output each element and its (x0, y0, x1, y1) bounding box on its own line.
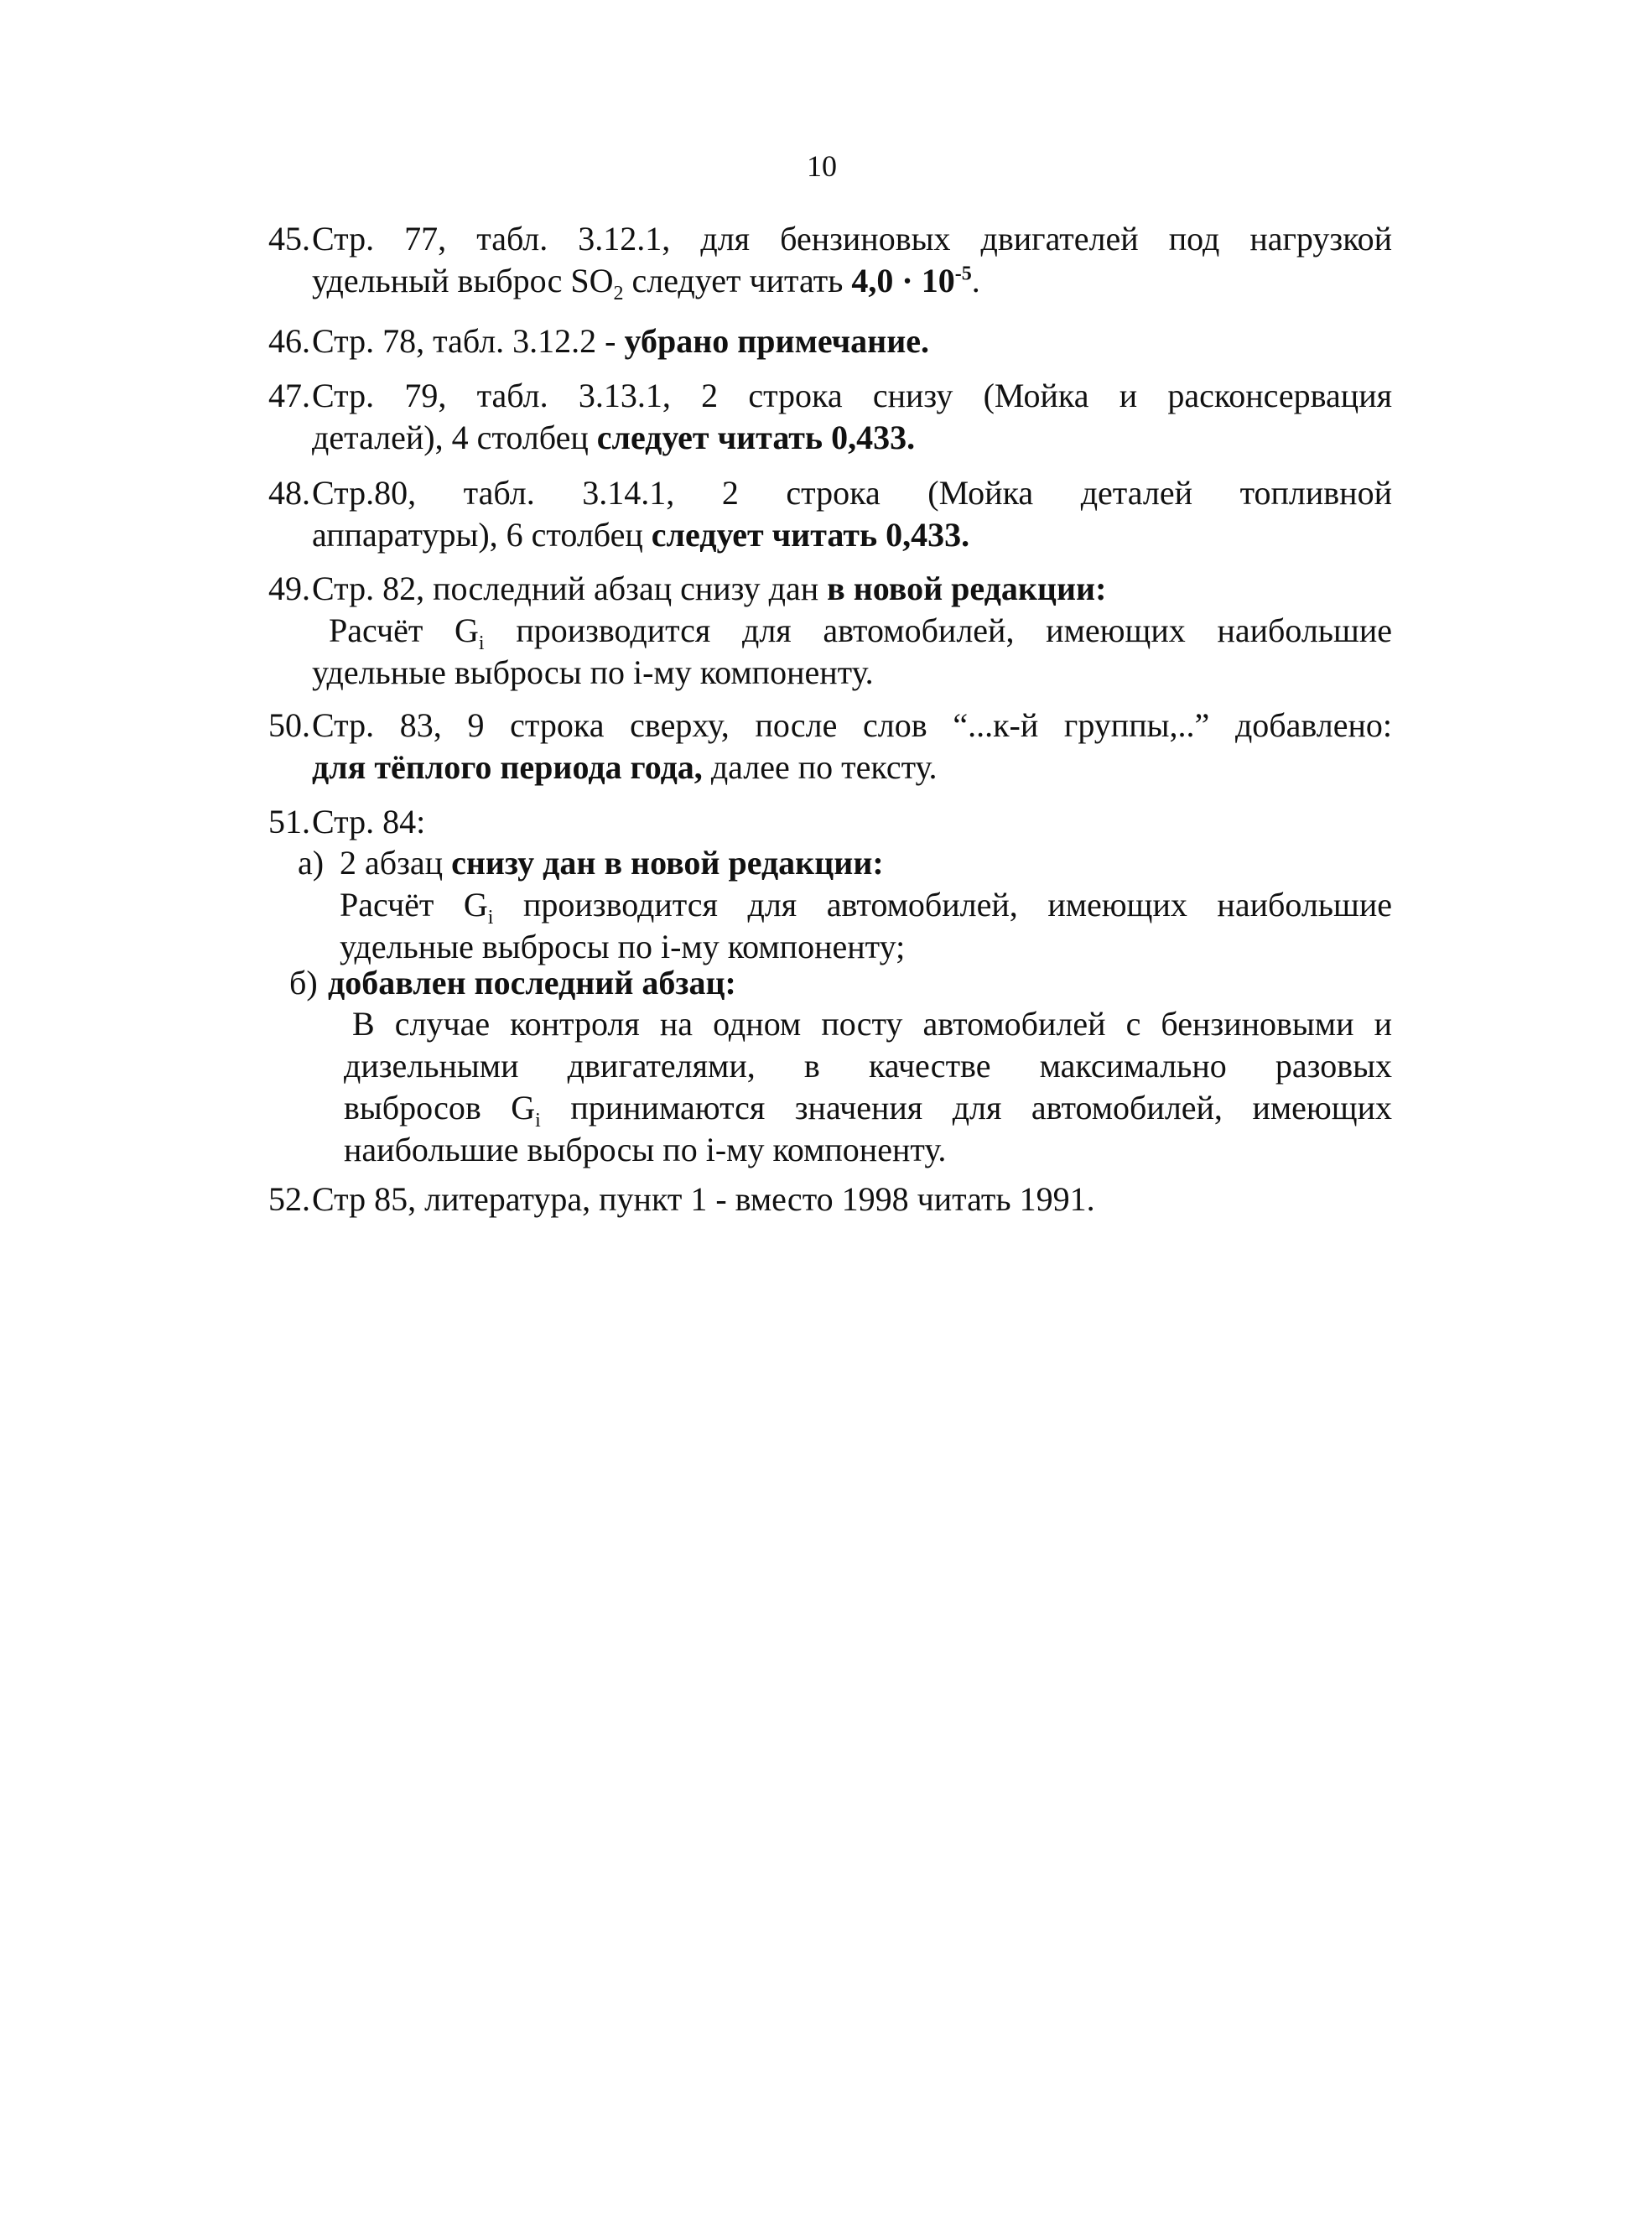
page-number: 10 (807, 149, 837, 183)
item-line (340, 884, 1392, 929)
text-fragment: следует читать 0,433. (651, 516, 970, 554)
text-fragment: для тёплого периода года, (312, 748, 703, 786)
item-line: наибольшие выбросы по i-му компоненту. (344, 1131, 947, 1168)
item-line: дизельными двигателями, в качестве максимально разовых (344, 1047, 1392, 1085)
item-line (340, 842, 1392, 884)
item-line (312, 747, 1392, 788)
item-text (312, 801, 1392, 843)
text-fragment: снизу дан в новой редакции: (451, 844, 884, 882)
text-fragment: далее по тексту. (702, 748, 938, 786)
text-fragment: деталей), 4 столбец (312, 419, 597, 456)
item-line: Стр.80, табл. 3.14.1, 2 строка (Мойка деталей топливной (312, 474, 1392, 512)
item-text (312, 705, 1392, 788)
item-number: 50. (268, 706, 310, 744)
item-line (312, 610, 1392, 652)
text-fragment: принимаются значения для автомобилей, имеющих (540, 1089, 1393, 1127)
item-number: 47. (268, 377, 310, 414)
superscript: -5 (954, 263, 972, 285)
sub-item-label: б) (289, 964, 318, 1002)
item-text (312, 218, 1392, 302)
text-fragment: 4,0 · 10 (851, 262, 955, 299)
item-line (312, 260, 1392, 302)
subscript: i (478, 632, 485, 654)
text-fragment: следует читать 0,433. (596, 419, 916, 456)
item-text (312, 320, 1392, 362)
item-number: 46. (268, 322, 310, 360)
subscript: i (535, 1110, 541, 1132)
item-text (312, 1179, 1392, 1220)
item-number: 45. (268, 220, 310, 258)
text-fragment: Стр. 82, последний абзац снизу дан (312, 570, 828, 607)
item-line: В случае контроля на одном посту автомобилей с бензиновыми и (352, 1005, 1392, 1043)
text-fragment: Расчёт G (329, 611, 479, 649)
item-number: 48. (268, 474, 310, 512)
text-fragment: в новой редакции: (827, 570, 1107, 607)
text-fragment: выбросов G (344, 1089, 536, 1127)
item-line (344, 1087, 1393, 1132)
sub-item-label: а) (298, 844, 325, 882)
text-fragment: производится для автомобилей, имеющих наибольшие (484, 611, 1392, 649)
text-fragment: Расчёт G (340, 886, 488, 924)
item-line: Стр 85, литература, пункт 1 - вместо 1998 читать 1991. (312, 1180, 1095, 1218)
text-fragment: Стр. 78, табл. 3.12.2 - (312, 322, 625, 360)
item-line: добавлен последний абзац: (328, 964, 736, 1002)
subscript: 2 (613, 283, 624, 304)
item-number: 52. (268, 1180, 310, 1218)
item-number: 49. (268, 570, 310, 607)
text-fragment: удельный выброс SO (312, 262, 614, 299)
item-line: удельные выбросы по i-му компоненту; (340, 928, 906, 965)
text-fragment: аппаратуры), 6 столбец (312, 516, 652, 554)
item-text (312, 568, 1392, 694)
text-fragment: убрано примечание. (624, 322, 929, 360)
item-line: Стр. 84: (312, 803, 426, 840)
text-fragment: 2 абзац (340, 844, 452, 882)
item-line: Стр. 79, табл. 3.13.1, 2 строка снизу (Мойка и расконсервация (312, 377, 1392, 414)
sub-item-paragraph (344, 1003, 1392, 1171)
item-number: 51. (268, 803, 310, 840)
item-text (312, 375, 1392, 459)
item-line (312, 514, 1392, 556)
text-fragment: . (971, 262, 980, 299)
item-text (312, 472, 1392, 556)
subscript: i (487, 907, 494, 929)
item-line (312, 568, 1392, 610)
item-line: удельные выбросы по i-му компоненту. (312, 653, 874, 691)
sub-item-text (340, 842, 1392, 968)
text-fragment: следует читать (623, 262, 852, 299)
item-line (312, 417, 1392, 459)
text-fragment: производится для автомобилей, имеющих наибольшие (493, 886, 1392, 924)
item-line (312, 320, 1392, 362)
item-line: Стр. 77, табл. 3.12.1, для бензиновых двигателей под нагрузкой (312, 220, 1392, 258)
sub-item-text (328, 962, 1392, 1004)
item-line: Стр. 83, 9 строка сверху, после слов “...к-й группы,..” добавлено: (312, 706, 1392, 744)
